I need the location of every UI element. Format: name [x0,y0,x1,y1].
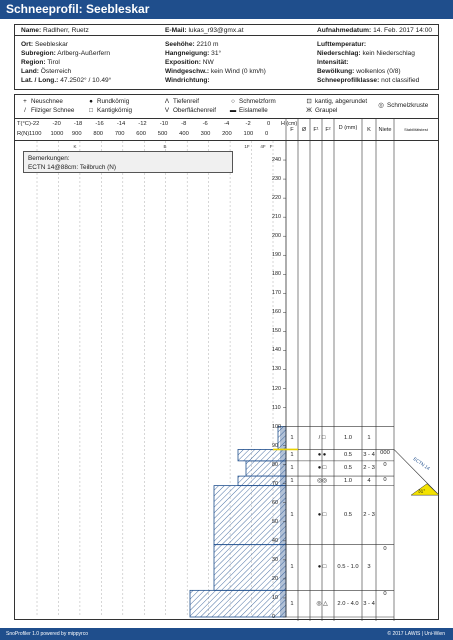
h-tick-label: 40 [272,537,278,544]
email-value: lukas_r93@gmx.at [188,27,244,34]
h-tick-label: 110 [272,404,281,411]
t-tick: -8 [181,121,187,127]
r-tick: 200 [222,131,232,137]
windrichtung-field: Windrichtung: [165,77,210,84]
snow-profile-chart [14,94,439,620]
hardness-tick: F [269,144,273,149]
t-tick: -4 [224,121,230,127]
hardness-tick: B [163,144,167,149]
h-tick-label: 30 [272,556,278,563]
hardness-tick: 4F [260,144,266,149]
t-tick: -16 [95,121,104,127]
exposition-field: Exposition: NW [165,59,214,66]
profile-info-box [14,24,439,90]
klasse-field: Schneeprofilklasse: not classified [317,77,420,84]
layer-grain-form: ◎◎ [316,477,328,484]
hardness-tick: K [73,144,77,149]
wind-field: Windgeschw.: kein Wind (0 km/h) [165,68,266,75]
layer-grain-size: 1.0 [343,435,353,442]
layer-hardness: 1 [290,564,294,571]
r-tick: 900 [71,131,82,137]
layer-k: 3 - 4 [363,452,375,459]
h-tick-label: 70 [272,480,278,487]
h-tick-label: 10 [272,594,278,601]
observer-value: Radlherr, Ruetz [43,27,89,34]
niederschlag-field: Niederschlag: kein Niederschlag [317,50,415,57]
t-tick: -14 [116,121,126,127]
legend-kantigkoernig: □ Kantigkörnig [89,107,133,114]
r-tick: 500 [157,131,168,137]
t-tick: -18 [73,121,83,127]
layer-grain-size: 2.0 - 4.0 [337,600,359,607]
observer-field: Name: Radlherr, Ruetz [21,27,89,34]
layer-hardness: 1 [290,465,294,472]
r-tick: 400 [179,131,189,137]
land-field: Land: Österreich [21,68,72,75]
hardness-layer [214,545,286,591]
layer-hardness: 1 [290,435,294,442]
layer-hardness: 1 [290,600,294,607]
remarks-text: ECTN 14@88cm: Teilbruch (N) [28,164,117,171]
h-tick-label: 130 [272,366,281,373]
slope-angle-label: 31° [418,489,426,495]
layer-grain-size: 0.5 [343,512,353,519]
footer-left: SnoProfiler 1.0 powered by mippyrco [6,631,88,637]
h-tick-label: 100 [272,423,281,430]
h-tick-label: 210 [272,214,281,221]
r-tick: 300 [200,131,211,137]
footer [0,628,453,640]
h-tick-label: 150 [272,328,281,335]
h-tick-label: 190 [272,252,281,259]
layer-niete: 000 [380,450,390,457]
h-tick-label: 80 [272,461,278,468]
h-tick-label: 120 [272,385,281,392]
h-tick-label: 240 [272,157,281,164]
layer-k: 2 - 3 [363,465,375,472]
h-tick-label: 0 [272,614,275,620]
t-tick: -2 [245,121,251,127]
h-tick-label: 60 [272,499,278,506]
hardness-layer [238,449,286,460]
layer-k: 2 - 3 [363,512,375,519]
profile-graphic [15,95,440,621]
latlong-field: Lat. / Long.: 47.2502° / 10.49° [21,77,112,84]
layer-k: 1 [367,435,371,442]
legend-tiefenreif: Λ Tiefenreif [164,98,200,105]
hardness-layer [238,476,286,486]
footer-right: © 2017 LAWIS | Uni-Wien [387,631,445,637]
remarks-title: Bemerkungen: [28,155,70,162]
r-scale-label: R(N) [17,131,30,137]
remarks-box [23,151,233,173]
legend-filziger: / Filziger Schnee [24,107,75,114]
t-tick: 0 [267,121,271,127]
legend-neuschnee: + Neuschnee [23,98,63,105]
h-tick-label: 220 [272,195,281,202]
col-f: F [290,127,294,133]
h-tick-label: 90 [272,442,278,449]
layer-hardness: 1 [290,477,294,484]
layer-niete: 0 [383,477,387,484]
r-tick: 100 [243,131,254,137]
legend-kantig-abgerundet: ⊡ kantig, abgerundet [306,98,368,105]
layer-niete: 0 [383,591,387,598]
ort-field: Ort: Seebleskar [21,41,68,48]
h-axis-label: H (cm) [281,121,298,127]
col-diameter: Ø [301,127,307,133]
legend-rundkoernig: ● Rundkörnig [89,98,130,105]
h-tick-label: 20 [272,575,278,582]
bewoelkung-field: Bewölkung: wolkenlos (0/8) [317,68,401,75]
t-tick: -6 [202,121,208,127]
r-tick: 800 [93,131,104,137]
r-tick: 0 [265,131,269,137]
col-k: K [367,127,371,133]
layer-grain-form: ● □ [317,512,327,519]
layer-grain-form: ● □ [317,564,327,571]
r-tick: 1000 [50,131,64,137]
layer-grain-form: ● ● [317,452,327,459]
layer-grain-size: 0.5 [343,465,353,472]
col-dmm: D (mm) [338,125,358,131]
h-tick-label: 200 [272,233,281,240]
r-tick: 1100 [29,131,42,137]
h-tick-label: 180 [272,271,281,278]
h-tick-label: 160 [272,309,281,316]
hangneigung-field: Hangneigung: 31° [165,50,222,57]
date-field: Aufnahmedatum: 14. Feb. 2017 14:00 [317,27,433,34]
legend-graupel: Ж Graupel [306,107,338,114]
h-tick-label: 50 [272,518,278,525]
legend-oberflaechenreif: V Oberflächenreif [164,107,217,114]
layer-niete: 0 [383,545,387,552]
region-field: Region: Tirol [21,59,60,66]
layer-grain-form: ● □ [317,465,327,472]
t-scale-label: T(°C) [17,121,31,127]
h-tick-label: 230 [272,176,281,183]
stability-label: ECTN 14 [412,456,431,472]
col-niete: Niete [378,127,392,133]
t-tick: -10 [159,121,169,127]
intensitaet-field: Intensität: [317,59,349,66]
h-tick-label: 140 [272,347,281,354]
legend-eislamelle: ▬ Eislamelle [229,107,268,114]
lufttemp-field: Lufttemperatur: [317,41,367,48]
layer-k: 3 - 4 [363,600,375,607]
layer-grain-size: 0.5 [343,452,353,459]
col-f2: F² [325,127,331,133]
seehoehe-field: Seehöhe: 2210 m [165,41,219,48]
layer-k: 4 [367,477,371,484]
date-value: 14. Feb. 2017 14:00 [373,27,433,34]
layer-k: 3 [367,564,371,571]
col-stabilitaet: Stabilitätstest [404,127,428,132]
t-tick: -20 [52,121,61,127]
r-tick: 700 [114,131,125,137]
subregion-field: Subregion: Arlberg-Außerfern [21,50,111,57]
r-tick: 600 [136,131,146,137]
layer-niete: 0 [383,461,387,468]
hardness-layer [214,486,286,545]
legend-schmelzkruste: ◎ Schmelzkruste [378,102,429,109]
h-tick-label: 170 [272,290,281,297]
page-title: Schneeprofil: Seebleskar [0,0,453,19]
t-tick: -22 [31,121,40,127]
header-row [15,25,438,36]
layer-hardness: 1 [290,512,294,519]
col-f1: F¹ [313,127,319,133]
layer-grain-size: 0.5 - 1.0 [337,564,359,571]
layer-grain-form: ◎ △ [316,600,328,607]
layer-grain-size: 1.0 [343,477,353,484]
layer-hardness: 1 [290,452,294,459]
hardness-tick: 1F [244,144,250,149]
t-tick: -12 [138,121,147,127]
legend-schmelzform: ○ Schmelzform [231,98,276,105]
email-field: E-Mail: lukas_r93@gmx.at [165,27,244,34]
layer-grain-form: / □ [318,435,326,442]
